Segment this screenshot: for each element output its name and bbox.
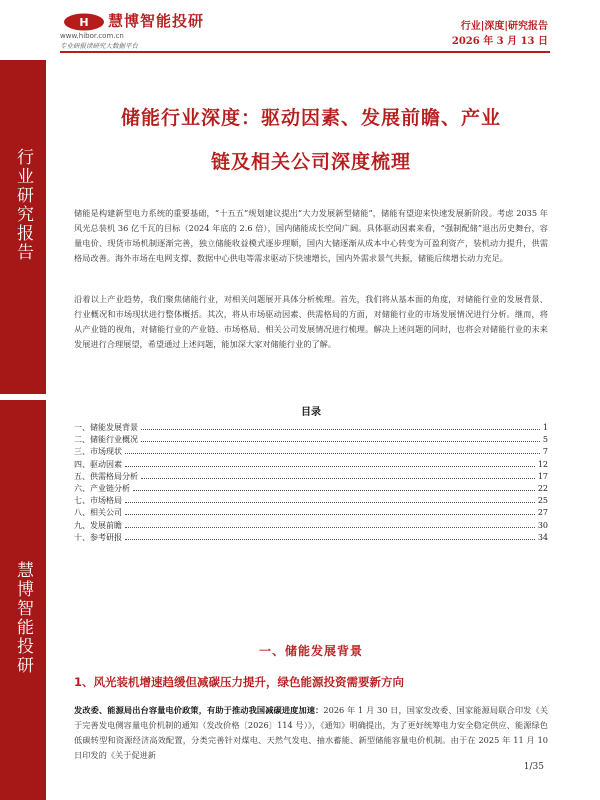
toc-leader [125,527,535,528]
sidebar-top-label: 行业研究报告 [13,148,33,262]
toc-item-page: 25 [537,496,548,506]
section-body: 2026 年 1 月 30 日，国家发改委、国家能源局联合印发《关于完善发电侧容量电价机制的通知（发改价格〔2026〕114 号）》，《通知》明确提出，为了更好统筹电力安全稳定供应、能源绿色低碳转型和资源经济高效配置，分类完善针对煤电、天然气发电、抽水蓄能、新型储能容量电价机制。由于在 2025 年 11 月 10 日印发的《关于促进新 [74,705,548,760]
toc-leader [125,502,535,503]
toc-leader [133,490,535,491]
toc-item-label: 九、发展前瞻 [74,520,122,530]
sidebar-bottom-label: 慧博智能投研 [13,561,33,675]
toc-item-label: 五、供需格局分析 [74,471,138,481]
subsection-heading: 1、风光装机增速趋缓但减碳压力提升，绿色能源投资需要新方向 [74,675,404,689]
toc-leader [141,478,535,479]
toc-item[interactable] [74,446,548,458]
toc-item[interactable] [74,459,548,471]
toc-leader [141,441,540,442]
logo-slogan: 专业研报读研究大数据平台 [60,42,138,50]
toc-item-page: 30 [537,520,548,530]
toc-item-label: 七、市场格局 [74,496,122,506]
hibor-logo-icon [62,12,106,32]
toc-title: 目录 [301,407,321,418]
toc-item-page: 22 [537,483,548,493]
toc-item-label: 六、产业链分析 [74,483,130,493]
toc-leader [125,514,535,515]
toc-item-label: 三、市场现状 [74,447,122,457]
toc-leader [125,466,535,467]
title-line-1: 储能行业深度：驱动因素、发展前瞻、产业 [120,107,501,129]
toc-item-page: 12 [537,459,548,469]
toc-item-page: 5 [542,435,548,445]
page-number: 1/35 [523,762,544,772]
toc-leader [125,453,540,454]
toc-item-label: 八、相关公司 [74,508,122,518]
page-header [0,0,600,52]
toc-item[interactable] [74,507,548,519]
toc-item[interactable] [74,483,548,495]
section-paragraph [74,703,548,763]
toc-item[interactable] [74,434,548,446]
document-title [74,96,548,184]
toc-item-page: 7 [542,447,548,457]
toc-item-label: 二、储能行业概况 [74,435,138,445]
toc-item[interactable] [74,495,548,507]
toc-item[interactable] [74,471,548,483]
toc-item-page: 34 [537,532,548,542]
intro-paragraph-2: 沿着以上产业趋势，我们聚焦储能行业，对相关问题展开具体分析梳理。首先，我们将从基本面的角度，对储能行业的发展背景、行业概况和市场现状进行整体概括。其次，将从市场驱动因素、供需格局的方面，对储能行业的市场发展情况进行分析。继而，将从产业链的视角，对储能行业的产业链、市场格局、相关公司发展情况进行梳理。解决上述问题的同时，也将会对储能行业的未来发展进行合理展望，希望通过上述问题，能加深大家对储能行业的了解。 [74,294,548,349]
toc-item[interactable] [74,532,548,544]
intro-paragraph-1: 储能是构建新型电力系统的重要基础，“十五五”规划建议提出“大力发展新型储能”，储能有望迎来快速发展新阶段。考虑 2035 年风光总装机 36 亿千瓦的目标（2024 年底的 2.6 倍），国内储能成长空间广阔。具体驱动因素来看，“强制配储”退出历史舞台，容量电价、现货市场机制逐渐完善，独立储能收益模式逐步理顺，国内大储逐渐从成本中心转变为可盈利资产，装机动力提升，供需格局改善。海外市场在电网支撑、数据中心供电等需求驱动下快速增长，国内外需求景气共振，储能后续增长动力充足。 [74,208,548,263]
section-lead: 发改委、能源局出台容量电价政策，有助于推动我国减碳进度加速： [74,705,324,715]
toc-item-page: 27 [537,508,548,518]
toc-item[interactable] [74,520,548,532]
toc-item[interactable] [74,422,548,434]
section-heading: 一、储能发展背景 [258,644,363,658]
toc-item-page: 1 [542,423,548,432]
toc-item-page: 17 [537,471,548,481]
title-line-2: 链及相关公司深度梳理 [210,151,411,173]
table-of-contents [74,422,548,544]
header-divider [60,51,550,53]
report-date: 2026 年 3 月 13 日 [451,36,548,47]
logo-url: www.hibor.com.cn [60,32,124,40]
report-type: 行业|深度|研究报告 [460,21,548,32]
toc-item-label: 四、驱动因素 [74,459,122,469]
svg-text:H: H [79,16,89,29]
sidebar [0,60,46,800]
toc-item-label: 一、储能发展背景 [74,423,138,432]
toc-item-label: 十、参考研报 [74,532,122,542]
toc-leader [141,429,540,430]
toc-leader [125,539,535,540]
logo-title: 慧博智能投研 [108,12,205,30]
